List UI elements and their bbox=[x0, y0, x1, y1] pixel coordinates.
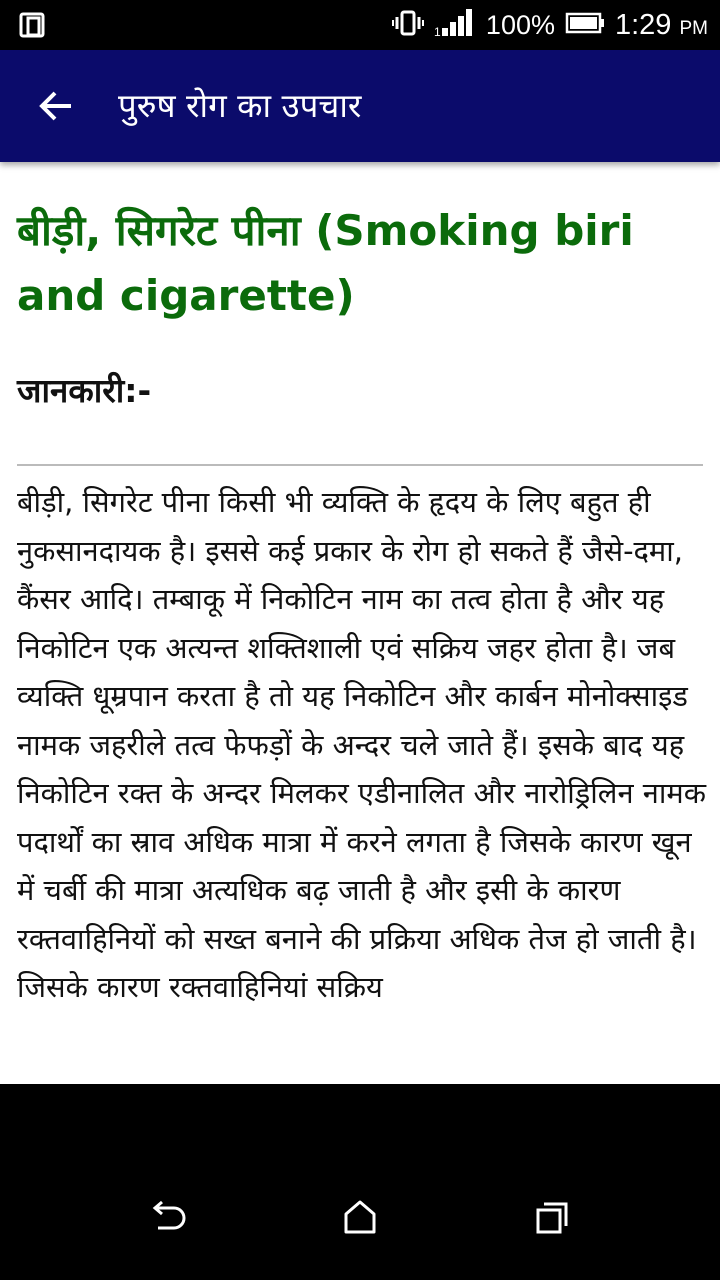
article-content[interactable] bbox=[0, 162, 720, 1084]
section-heading: जानकारी:- bbox=[17, 371, 152, 410]
divider bbox=[17, 464, 703, 466]
clock bbox=[615, 9, 708, 42]
clock-am-pm: PM bbox=[679, 17, 708, 39]
clock-time: 1:29 bbox=[614, 8, 672, 41]
nav-home-icon[interactable] bbox=[336, 1194, 384, 1242]
article-title: बीड़ी, सिगरेट पीना (Smoking biri and cigarette) bbox=[17, 206, 634, 320]
navigation-bar bbox=[0, 1084, 720, 1280]
app-bar bbox=[0, 50, 720, 162]
vibrate-icon bbox=[392, 9, 424, 42]
article-body: बीड़ी, सिगरेट पीना किसी भी व्यक्ति के हृदय के लिए बहुत ही नुकसानदायक है। इससे कई प्रकार के रोग हो सकते हैं जैसे-दमा, कैंसर आदि। तम्बाकू में निकोटिन नाम का तत्व होता है और यह निकोटिन एक अत्यन्त शक्तिशाली एवं सक्रिय जहर होता है। जब व्यक्ति धूम्रपान करता है तो यह निकोटिन और कार्बन मोनोक्साइड नामक जहरीले तत्व फेफड़ों के अन्दर चले जाते हैं। इसके बाद यह निकोटिन रक्त के अन्दर मिलकर एडीनालित और नारोड्रिलिन नामक पदार्थों का स्राव अधिक मात्रा में करने लगता है जिसके कारण खून में चर्बी की मात्रा अत्यधिक बढ़ जाती है और इसी के कारण रक्तवाहिनियों को सख्त बनाने की प्रक्रिया अधिक तेज हो जाती है। जिसके कारण रक्तवाहिनियां सक्रिय bbox=[17, 485, 706, 1004]
battery-icon bbox=[565, 12, 605, 39]
screen-rotation-icon bbox=[18, 11, 46, 43]
nav-back-icon[interactable] bbox=[144, 1194, 192, 1242]
battery-percent: 100% bbox=[485, 9, 555, 40]
svg-text:1: 1 bbox=[433, 24, 441, 38]
app-bar-title: पुरुष रोग का उपचार bbox=[118, 86, 362, 125]
arrow-back-icon[interactable] bbox=[36, 86, 76, 126]
signal-icon bbox=[434, 8, 476, 43]
nav-recents-icon[interactable] bbox=[528, 1194, 576, 1242]
status-bar bbox=[0, 0, 720, 50]
